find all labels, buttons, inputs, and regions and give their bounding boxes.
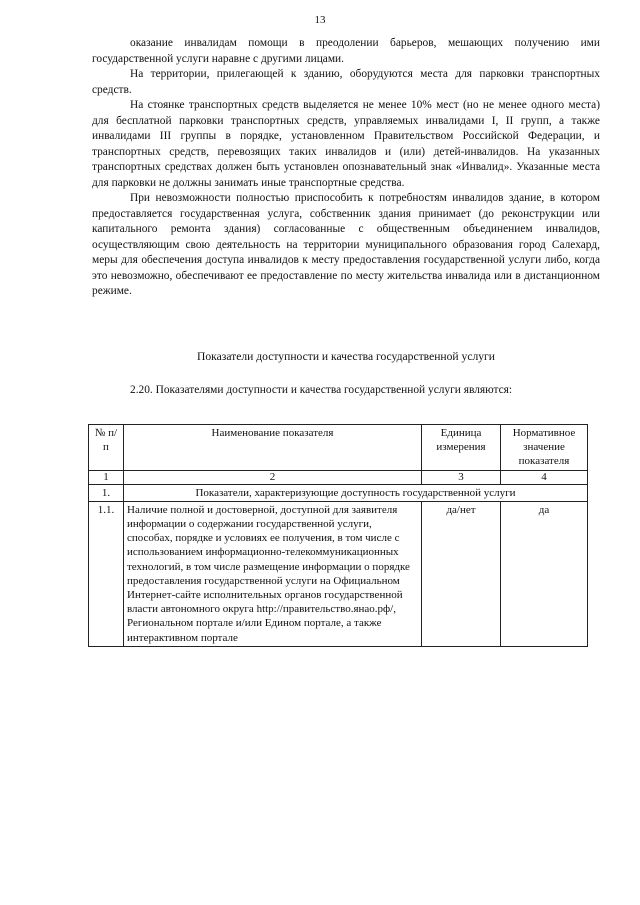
header-norm: Нормативное значение показателя — [501, 425, 588, 471]
column-number: 1 — [89, 470, 124, 484]
section-row-num: 1. — [89, 484, 124, 501]
header-num: № п/п — [89, 425, 124, 471]
section-intro: 2.20. Показателями доступности и качества государственной услуги являются: — [130, 384, 513, 396]
paragraph-building-adaptation: При невозможности полностью приспособить к потребностям инвалидов здание, в котором предоставляется государственная услуга, собственник здания принимает (до реконструкции или капитального ремонта здания) согласованные с общественным объединением инвалидов, осуществляющим свою деятельность на территории муниципального образования город Салехард, меры для обеспечения доступа инвалидов к месту предоставления государственной услуги либо, когда это невозможно, обеспечивают ее предоставление по месту жительства инвалида или в дистанционном режиме. — [92, 192, 600, 297]
row-norm: да — [501, 501, 588, 646]
column-number: 4 — [501, 470, 588, 484]
row-name: Наличие полной и достоверной, доступной для заявителя информации о содержании государственной услуги, способах, порядке и условиях ее получения, в том числе с использованием информационно-телекоммуникационных технологий, в том числе размещение информации о порядке предоставления государственной услуги на Официальном Интернет-сайте исполнительных органов государственной власти автономного округа http://правительство.янао.рф/, Региональном портале и/или Едином портале, а также интерактивном портале — [124, 501, 422, 646]
page-number: 13 — [314, 14, 326, 26]
table-section-row — [89, 484, 588, 501]
paragraph-assistance: оказание инвалидам помощи в преодолении барьеров, мешающих получению ими государственной услуги наравне с другими лицами. — [92, 37, 600, 65]
row-num: 1.1. — [89, 501, 124, 646]
section-row-text: Показатели, характеризующие доступность государственной услуги — [124, 484, 588, 501]
indicators-table — [88, 424, 588, 647]
header-name: Наименование показателя — [124, 425, 422, 471]
body-text — [92, 36, 600, 300]
table-row — [89, 501, 588, 646]
table-header-row — [89, 425, 588, 471]
header-unit: Единица измерения — [422, 425, 501, 471]
section-heading: Показатели доступности и качества государственной услуги — [196, 350, 496, 363]
column-number-row — [89, 470, 588, 484]
column-number: 3 — [422, 470, 501, 484]
paragraph-parking-quota: На стоянке транспортных средств выделяется не менее 10% мест (но не менее одного места) для бесплатной парковки транспортных средств, управляемых инвалидами I, II групп, а также инвалидами III группы в порядке, установленном Правительством Российской Федерации, и транспортных средств, перевозящих таких инвалидов и (или) детей-инвалидов. На указанных транспортных средствах должен быть установлен опознавательный знак «Инвалид». Указанные места для парковки не должны занимать иные транспортные средства. — [92, 99, 600, 189]
paragraph-parking-area: На территории, прилегающей к зданию, оборудуются места для парковки транспортных средств. — [92, 68, 600, 96]
column-number: 2 — [124, 470, 422, 484]
row-unit: да/нет — [422, 501, 501, 646]
